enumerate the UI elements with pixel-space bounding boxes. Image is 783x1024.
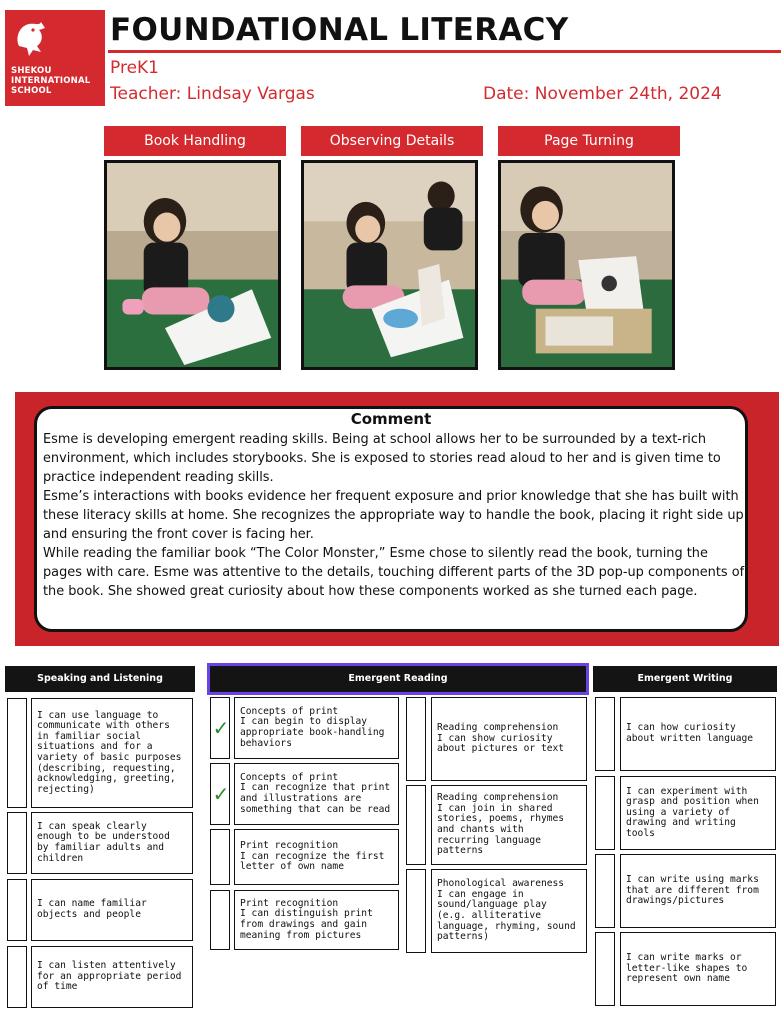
skill-item: Print recognition I can distinguish print from drawings and gain meaning from pictures (234, 890, 399, 950)
class-label: PreK1 (110, 58, 159, 78)
checkbox[interactable] (595, 854, 615, 928)
header-emergent-writing: Emergent Writing (593, 666, 777, 692)
checkbox[interactable] (406, 697, 426, 781)
checkbox[interactable] (7, 879, 27, 941)
comment-paragraph: While reading the familiar book “The Color Monster,” Esme chose to silently read the book, turning the pages with care. Esme was attentive to the details, touching different parts of the 3D pop-up components of the book. She showed great curiosity about how these components worked as she turned each page. (43, 546, 745, 599)
check-icon: ✓ (212, 782, 230, 806)
checkbox[interactable] (7, 698, 27, 808)
checkbox[interactable] (210, 697, 230, 759)
comment-body (43, 430, 745, 601)
skill-item: I can how curiosity about written language (620, 697, 776, 771)
skill-item: I can write using marks that are different from drawings/pictures (620, 854, 776, 928)
checkbox[interactable] (406, 869, 426, 953)
skill-item: Reading comprehension I can join in shared stories, poems, rhymes and chants with recurring language patterns (431, 785, 587, 865)
checkbox[interactable] (210, 763, 230, 825)
checkbox[interactable] (7, 812, 27, 874)
photo-observing-details (301, 160, 478, 370)
skill-item: I can speak clearly enough to be understood by familiar adults and children (31, 812, 193, 874)
photo-title-page-turning: Page Turning (498, 126, 680, 156)
skill-item: I can listen attentively for an appropriate period of time (31, 946, 193, 1008)
comment-paragraph: Esme’s interactions with books evidence her frequent exposure and prior knowledge that she has built with these literacy skills at home. She recognizes the appropriate way to handle the book, placing it right side up and ensuring the front cover is facing her. (43, 489, 744, 542)
page-title: FOUNDATIONAL LITERACY (110, 12, 569, 48)
checkbox[interactable] (595, 776, 615, 850)
checkbox[interactable] (7, 946, 27, 1008)
checkbox[interactable] (406, 785, 426, 865)
skill-item: Print recognition I can recognize the first letter of own name (234, 829, 399, 885)
school-name: SHEKOU INTERNATIONAL SCHOOL (11, 66, 91, 96)
photo-title-book-handling: Book Handling (104, 126, 286, 156)
school-logo (5, 10, 105, 106)
skill-item: Reading comprehension I can show curiosity about pictures or text (431, 697, 587, 781)
checkbox[interactable] (595, 697, 615, 771)
comment-paragraph: Esme is developing emergent reading skills. Being at school allows her to be surrounded by a text-rich environment, which includes storybooks. She is exposed to stories read aloud to her and is given time to practice independent reading skills. (43, 432, 721, 485)
skill-item: I can use language to communicate with others in familiar social situations and for a variety of basic purposes (describing, requesting, acknowledging, greeting, rejecting) (31, 698, 193, 808)
photo-page-turning (498, 160, 675, 370)
comment-box (34, 406, 748, 632)
date-label: Date: November 24th, 2024 (483, 84, 722, 104)
checkbox[interactable] (210, 890, 230, 950)
checkbox[interactable] (210, 829, 230, 885)
skill-item: I can write marks or letter-like shapes to represent own name (620, 932, 776, 1006)
checkbox[interactable] (595, 932, 615, 1006)
teacher-label: Teacher: Lindsay Vargas (110, 84, 315, 104)
dragon-icon (11, 16, 51, 60)
skill-item: Phonological awareness I can engage in sound/language play (e.g. alliterative language, rhyming, sound patterns) (431, 869, 587, 953)
comment-title: Comment (350, 410, 432, 428)
skill-item: I can name familiar objects and people (31, 879, 193, 941)
photo-title-observing-details: Observing Details (301, 126, 483, 156)
check-icon: ✓ (212, 716, 230, 740)
header-emergent-reading: Emergent Reading (210, 666, 586, 692)
skill-item: Concepts of print I can recognize that print and illustrations are something that can be read (234, 763, 399, 825)
skill-item: I can experiment with grasp and position when using a variety of drawing and writing tools (620, 776, 776, 850)
skill-item: Concepts of print I can begin to display appropriate book-handling behaviors (234, 697, 399, 759)
photo-book-handling (104, 160, 281, 370)
header-speaking-listening: Speaking and Listening (5, 666, 195, 692)
